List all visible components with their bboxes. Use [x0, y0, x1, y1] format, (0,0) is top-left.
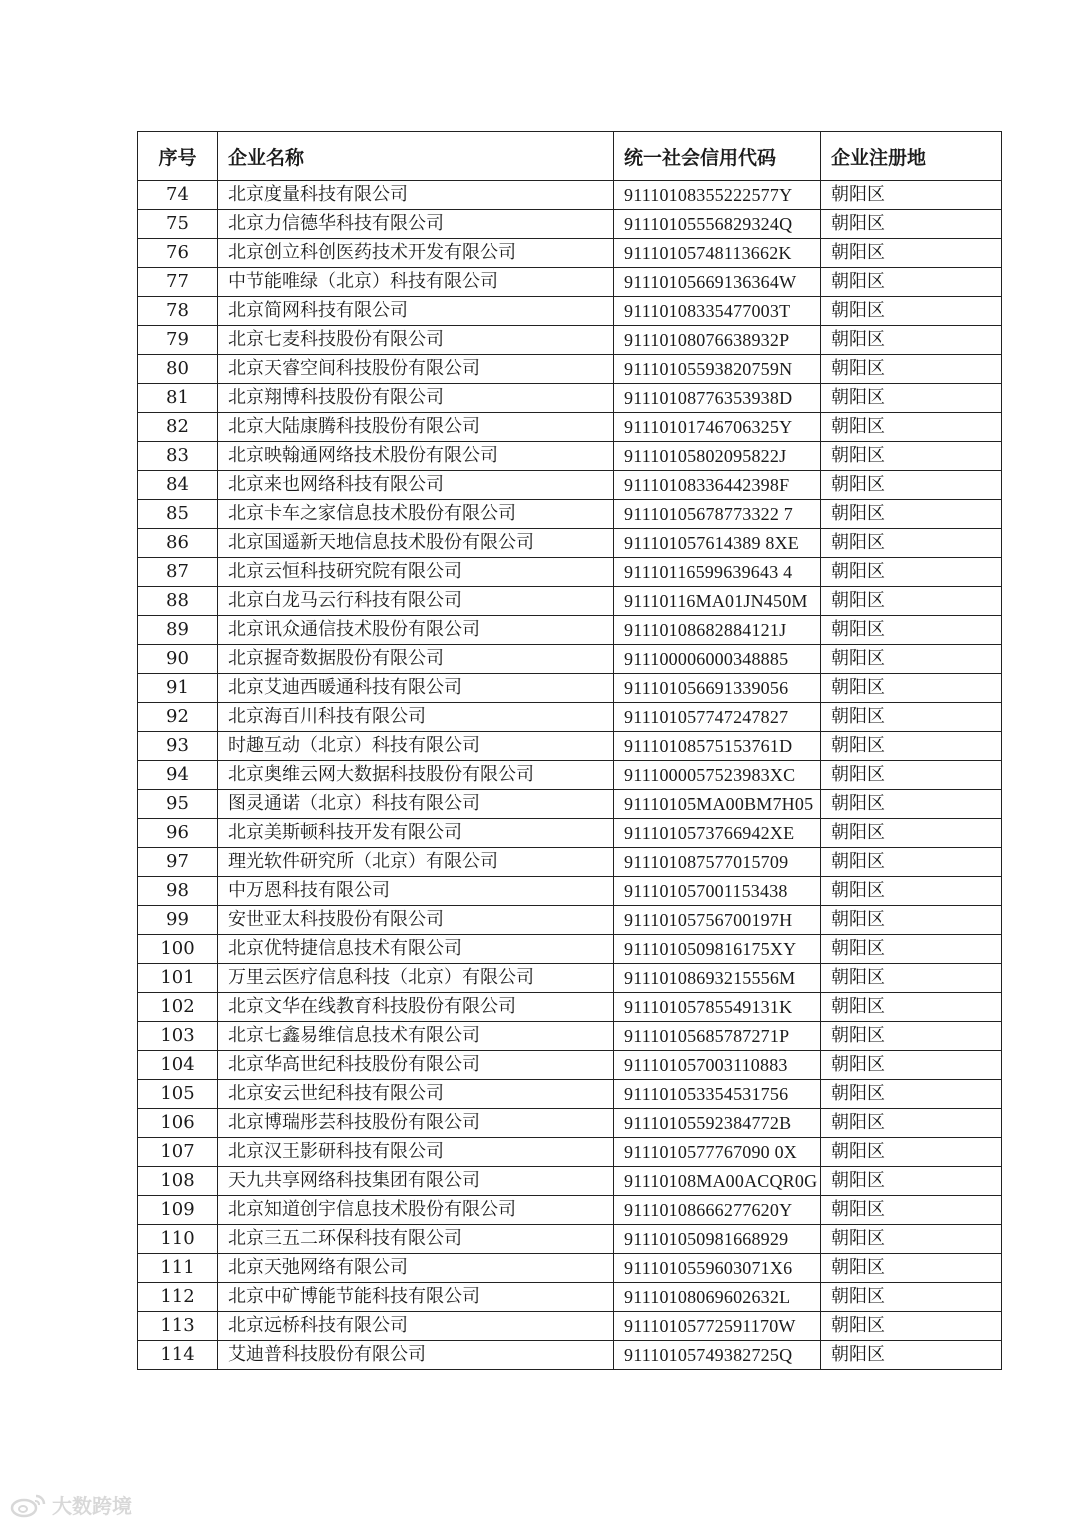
- cell-serial-number: 103: [138, 1022, 218, 1051]
- table-row: [138, 1196, 1002, 1225]
- cell-registration-location: 朝阳区: [821, 210, 1002, 239]
- cell-company-name: 中万恩科技有限公司: [218, 877, 614, 906]
- table-row: [138, 268, 1002, 297]
- cell-company-name: 北京海百川科技有限公司: [218, 703, 614, 732]
- cell-credit-code: 911101057003110883: [614, 1051, 821, 1080]
- cell-registration-location: 朝阳区: [821, 1109, 1002, 1138]
- table-row: [138, 1167, 1002, 1196]
- table-row: [138, 906, 1002, 935]
- cell-credit-code: 91110108666277620Y: [614, 1196, 821, 1225]
- cell-serial-number: 111: [138, 1254, 218, 1283]
- cell-credit-code: 91110108776353938D: [614, 384, 821, 413]
- cell-company-name: 北京简网科技有限公司: [218, 297, 614, 326]
- table-row: [138, 1109, 1002, 1138]
- cell-company-name: 北京文华在线教育科技股份有限公司: [218, 993, 614, 1022]
- cell-company-name: 北京汉王影研科技有限公司: [218, 1138, 614, 1167]
- cell-serial-number: 94: [138, 761, 218, 790]
- cell-serial-number: 106: [138, 1109, 218, 1138]
- table-row: [138, 500, 1002, 529]
- cell-credit-code: 91110105802095822J: [614, 442, 821, 471]
- weibo-logo-icon: [10, 1492, 48, 1518]
- cell-serial-number: 109: [138, 1196, 218, 1225]
- cell-company-name: 北京优特捷信息技术有限公司: [218, 935, 614, 964]
- cell-serial-number: 96: [138, 819, 218, 848]
- cell-registration-location: 朝阳区: [821, 239, 1002, 268]
- cell-serial-number: 78: [138, 297, 218, 326]
- cell-credit-code: 911101053354531756: [614, 1080, 821, 1109]
- cell-serial-number: 98: [138, 877, 218, 906]
- cell-registration-location: 朝阳区: [821, 1283, 1002, 1312]
- cell-credit-code: 91110105678773322 7: [614, 500, 821, 529]
- cell-company-name: 北京天弛网络有限公司: [218, 1254, 614, 1283]
- cell-company-name: 天九共享网络科技集团有限公司: [218, 1167, 614, 1196]
- cell-credit-code: 91110105MA00BM7H05: [614, 790, 821, 819]
- cell-credit-code: 9111000057523983XC: [614, 761, 821, 790]
- cell-credit-code: 911101056691339056: [614, 674, 821, 703]
- cell-company-name: 北京讯众通信技术股份有限公司: [218, 616, 614, 645]
- cell-company-name: 艾迪普科技股份有限公司: [218, 1341, 614, 1370]
- cell-serial-number: 88: [138, 587, 218, 616]
- cell-registration-location: 朝阳区: [821, 355, 1002, 384]
- cell-company-name: 北京安云世纪科技有限公司: [218, 1080, 614, 1109]
- cell-company-name: 北京力信德华科技有限公司: [218, 210, 614, 239]
- cell-serial-number: 74: [138, 181, 218, 210]
- cell-serial-number: 102: [138, 993, 218, 1022]
- cell-credit-code: 9111010509816175XY: [614, 935, 821, 964]
- cell-company-name: 北京七麦科技股份有限公司: [218, 326, 614, 355]
- cell-serial-number: 84: [138, 471, 218, 500]
- table-body: [138, 181, 1002, 1370]
- table-row: [138, 355, 1002, 384]
- cell-registration-location: 朝阳区: [821, 297, 1002, 326]
- table-row: [138, 1225, 1002, 1254]
- table-row: [138, 993, 1002, 1022]
- cell-serial-number: 76: [138, 239, 218, 268]
- cell-registration-location: 朝阳区: [821, 935, 1002, 964]
- cell-registration-location: 朝阳区: [821, 1254, 1002, 1283]
- cell-serial-number: 90: [138, 645, 218, 674]
- cell-company-name: 北京大陆康腾科技股份有限公司: [218, 413, 614, 442]
- cell-registration-location: 朝阳区: [821, 500, 1002, 529]
- cell-registration-location: 朝阳区: [821, 529, 1002, 558]
- table-row: [138, 877, 1002, 906]
- watermark-text: 大数跨境: [52, 1494, 132, 1518]
- cell-serial-number: 107: [138, 1138, 218, 1167]
- cell-credit-code: 91110116599639643 4: [614, 558, 821, 587]
- cell-credit-code: 91110105756700197H: [614, 906, 821, 935]
- cell-registration-location: 朝阳区: [821, 181, 1002, 210]
- cell-company-name: 图灵通诺（北京）科技有限公司: [218, 790, 614, 819]
- cell-registration-location: 朝阳区: [821, 471, 1002, 500]
- cell-company-name: 北京美斯顿科技开发有限公司: [218, 819, 614, 848]
- cell-credit-code: 91110116MA01JN450M: [614, 587, 821, 616]
- cell-credit-code: 91110108693215556M: [614, 964, 821, 993]
- cell-company-name: 北京白龙马云行科技有限公司: [218, 587, 614, 616]
- cell-serial-number: 87: [138, 558, 218, 587]
- cell-company-name: 北京国遥新天地信息技术股份有限公司: [218, 529, 614, 558]
- cell-registration-location: 朝阳区: [821, 413, 1002, 442]
- table-row: [138, 471, 1002, 500]
- table-row: [138, 761, 1002, 790]
- table-row: [138, 790, 1002, 819]
- table-row: [138, 1138, 1002, 1167]
- cell-registration-location: 朝阳区: [821, 616, 1002, 645]
- table-row: [138, 558, 1002, 587]
- cell-credit-code: 91110108076638932P: [614, 326, 821, 355]
- cell-credit-code: 91110105685787271P: [614, 1022, 821, 1051]
- table-row: [138, 210, 1002, 239]
- cell-serial-number: 104: [138, 1051, 218, 1080]
- cell-registration-location: 朝阳区: [821, 1080, 1002, 1109]
- cell-company-name: 北京三五二环保科技有限公司: [218, 1225, 614, 1254]
- cell-company-name: 北京博瑞彤芸科技股份有限公司: [218, 1109, 614, 1138]
- cell-serial-number: 86: [138, 529, 218, 558]
- cell-company-name: 北京创立科创医药技术开发有限公司: [218, 239, 614, 268]
- cell-registration-location: 朝阳区: [821, 558, 1002, 587]
- header-company-name: 企业名称: [218, 132, 614, 181]
- cell-serial-number: 85: [138, 500, 218, 529]
- cell-registration-location: 朝阳区: [821, 326, 1002, 355]
- company-table: [137, 131, 1002, 1370]
- cell-credit-code: 91110108355222577Y: [614, 181, 821, 210]
- cell-credit-code: 9111010577767090 0X: [614, 1138, 821, 1167]
- table-header-row: [138, 132, 1002, 181]
- cell-serial-number: 75: [138, 210, 218, 239]
- cell-credit-code: 91110108336442398F: [614, 471, 821, 500]
- table-row: [138, 297, 1002, 326]
- cell-credit-code: 911101057001153438: [614, 877, 821, 906]
- cell-company-name: 北京艾迪西暖通科技有限公司: [218, 674, 614, 703]
- cell-credit-code: 91110105592384772B: [614, 1109, 821, 1138]
- cell-serial-number: 112: [138, 1283, 218, 1312]
- cell-registration-location: 朝阳区: [821, 877, 1002, 906]
- cell-serial-number: 83: [138, 442, 218, 471]
- cell-company-name: 北京七鑫易维信息技术有限公司: [218, 1022, 614, 1051]
- cell-credit-code: 9111010559603071X6: [614, 1254, 821, 1283]
- cell-company-name: 北京天睿空间科技股份有限公司: [218, 355, 614, 384]
- table-row: [138, 384, 1002, 413]
- cell-registration-location: 朝阳区: [821, 703, 1002, 732]
- cell-registration-location: 朝阳区: [821, 1138, 1002, 1167]
- cell-credit-code: 91110105748113662K: [614, 239, 821, 268]
- cell-serial-number: 105: [138, 1080, 218, 1109]
- cell-company-name: 北京华高世纪科技股份有限公司: [218, 1051, 614, 1080]
- cell-credit-code: 911101057747247827: [614, 703, 821, 732]
- cell-serial-number: 81: [138, 384, 218, 413]
- cell-serial-number: 89: [138, 616, 218, 645]
- cell-company-name: 北京云恒科技研究院有限公司: [218, 558, 614, 587]
- table-row: [138, 1341, 1002, 1370]
- cell-credit-code: 9111010573766942XE: [614, 819, 821, 848]
- cell-company-name: 理光软件研究所（北京）有限公司: [218, 848, 614, 877]
- cell-company-name: 北京翔博科技股份有限公司: [218, 384, 614, 413]
- cell-registration-location: 朝阳区: [821, 1196, 1002, 1225]
- cell-company-name: 北京来也网络科技有限公司: [218, 471, 614, 500]
- cell-company-name: 北京远桥科技有限公司: [218, 1312, 614, 1341]
- cell-company-name: 时趣互动（北京）科技有限公司: [218, 732, 614, 761]
- cell-serial-number: 80: [138, 355, 218, 384]
- cell-credit-code: 91110105556829324Q: [614, 210, 821, 239]
- cell-registration-location: 朝阳区: [821, 732, 1002, 761]
- cell-registration-location: 朝阳区: [821, 1341, 1002, 1370]
- cell-serial-number: 99: [138, 906, 218, 935]
- cell-serial-number: 114: [138, 1341, 218, 1370]
- cell-serial-number: 77: [138, 268, 218, 297]
- table-row: [138, 703, 1002, 732]
- cell-serial-number: 93: [138, 732, 218, 761]
- table-row: [138, 732, 1002, 761]
- cell-registration-location: 朝阳区: [821, 1022, 1002, 1051]
- table-row: [138, 181, 1002, 210]
- cell-serial-number: 79: [138, 326, 218, 355]
- cell-credit-code: 91110105785549131K: [614, 993, 821, 1022]
- table-row: [138, 1080, 1002, 1109]
- cell-registration-location: 朝阳区: [821, 1167, 1002, 1196]
- table-row: [138, 239, 1002, 268]
- cell-company-name: 安世亚太科技股份有限公司: [218, 906, 614, 935]
- cell-registration-location: 朝阳区: [821, 819, 1002, 848]
- cell-serial-number: 92: [138, 703, 218, 732]
- cell-registration-location: 朝阳区: [821, 1225, 1002, 1254]
- cell-registration-location: 朝阳区: [821, 993, 1002, 1022]
- table-row: [138, 645, 1002, 674]
- cell-registration-location: 朝阳区: [821, 674, 1002, 703]
- cell-registration-location: 朝阳区: [821, 848, 1002, 877]
- cell-registration-location: 朝阳区: [821, 268, 1002, 297]
- cell-registration-location: 朝阳区: [821, 442, 1002, 471]
- table-row: [138, 587, 1002, 616]
- cell-registration-location: 朝阳区: [821, 906, 1002, 935]
- cell-company-name: 北京卡车之家信息技术股份有限公司: [218, 500, 614, 529]
- table-row: [138, 1283, 1002, 1312]
- table-row: [138, 326, 1002, 355]
- cell-credit-code: 91110105593820759N: [614, 355, 821, 384]
- cell-registration-location: 朝阳区: [821, 1051, 1002, 1080]
- table-row: [138, 413, 1002, 442]
- cell-registration-location: 朝阳区: [821, 1312, 1002, 1341]
- cell-registration-location: 朝阳区: [821, 790, 1002, 819]
- table-row: [138, 529, 1002, 558]
- cell-company-name: 北京映翰通网络技术股份有限公司: [218, 442, 614, 471]
- cell-credit-code: 91110105749382725Q: [614, 1341, 821, 1370]
- cell-credit-code: 911101057614389 8XE: [614, 529, 821, 558]
- cell-credit-code: 911101087577015709: [614, 848, 821, 877]
- cell-credit-code: 91110108682884121J: [614, 616, 821, 645]
- header-registration-location: 企业注册地: [821, 132, 1002, 181]
- table-row: [138, 442, 1002, 471]
- table-row: [138, 935, 1002, 964]
- cell-serial-number: 91: [138, 674, 218, 703]
- cell-credit-code: 91110108335477003T: [614, 297, 821, 326]
- watermark: [10, 1490, 132, 1519]
- cell-serial-number: 101: [138, 964, 218, 993]
- cell-company-name: 北京知道创宇信息技术股份有限公司: [218, 1196, 614, 1225]
- cell-credit-code: 91110105669136364W: [614, 268, 821, 297]
- cell-registration-location: 朝阳区: [821, 645, 1002, 674]
- header-credit-code: 统一社会信用代码: [614, 132, 821, 181]
- cell-company-name: 万里云医疗信息科技（北京）有限公司: [218, 964, 614, 993]
- table-row: [138, 964, 1002, 993]
- table-row: [138, 616, 1002, 645]
- cell-registration-location: 朝阳区: [821, 761, 1002, 790]
- table-row: [138, 848, 1002, 877]
- cell-serial-number: 108: [138, 1167, 218, 1196]
- cell-serial-number: 110: [138, 1225, 218, 1254]
- table-row: [138, 1051, 1002, 1080]
- cell-company-name: 北京奥维云网大数据科技股份有限公司: [218, 761, 614, 790]
- table-row: [138, 674, 1002, 703]
- table-row: [138, 1022, 1002, 1051]
- company-table-container: [137, 131, 1001, 1370]
- cell-credit-code: 91110105772591170W: [614, 1312, 821, 1341]
- cell-serial-number: 100: [138, 935, 218, 964]
- cell-registration-location: 朝阳区: [821, 384, 1002, 413]
- table-row: [138, 819, 1002, 848]
- cell-credit-code: 911100006000348885: [614, 645, 821, 674]
- cell-registration-location: 朝阳区: [821, 587, 1002, 616]
- cell-serial-number: 82: [138, 413, 218, 442]
- cell-credit-code: 91110101746706325Y: [614, 413, 821, 442]
- cell-registration-location: 朝阳区: [821, 964, 1002, 993]
- cell-credit-code: 911101050981668929: [614, 1225, 821, 1254]
- cell-credit-code: 91110108069602632L: [614, 1283, 821, 1312]
- cell-serial-number: 113: [138, 1312, 218, 1341]
- cell-credit-code: 91110108MA00ACQR0G: [614, 1167, 821, 1196]
- cell-serial-number: 95: [138, 790, 218, 819]
- cell-serial-number: 97: [138, 848, 218, 877]
- cell-company-name: 北京度量科技有限公司: [218, 181, 614, 210]
- cell-company-name: 中节能唯绿（北京）科技有限公司: [218, 268, 614, 297]
- cell-company-name: 北京中矿博能节能科技有限公司: [218, 1283, 614, 1312]
- cell-credit-code: 91110108575153761D: [614, 732, 821, 761]
- table-row: [138, 1254, 1002, 1283]
- header-serial-number: 序号: [138, 132, 218, 181]
- cell-company-name: 北京握奇数据股份有限公司: [218, 645, 614, 674]
- table-row: [138, 1312, 1002, 1341]
